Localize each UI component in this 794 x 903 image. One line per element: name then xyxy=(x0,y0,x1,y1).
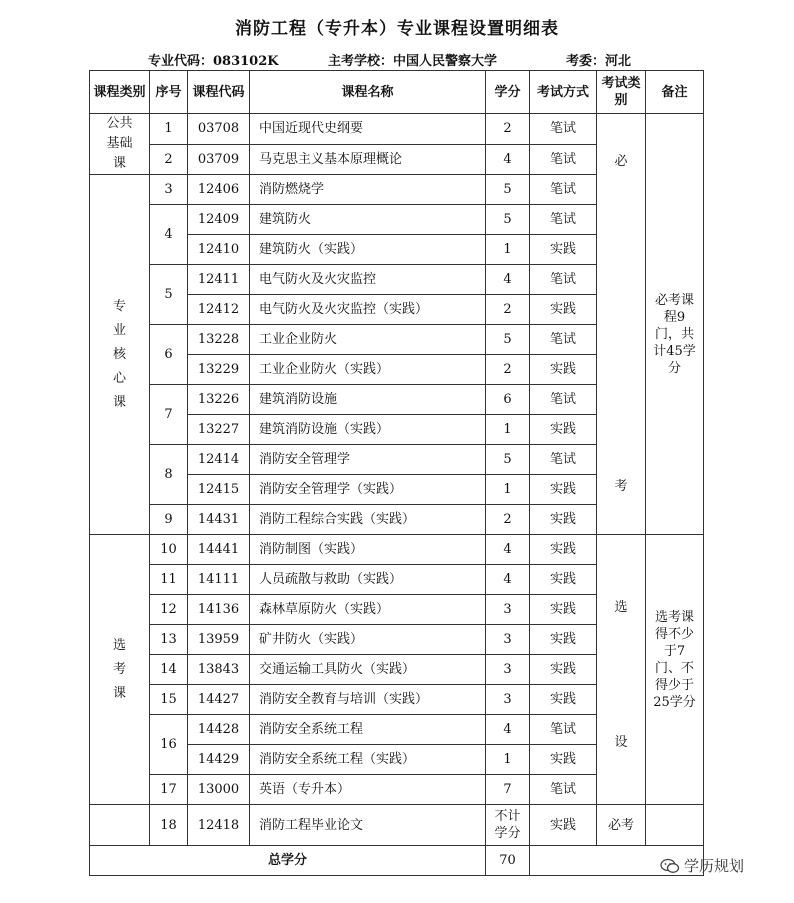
cell-credit: 5 xyxy=(486,205,530,235)
cell-seq: 12 xyxy=(150,595,188,625)
cell-code: 12415 xyxy=(188,475,250,505)
header-category: 课程类别 xyxy=(90,71,150,114)
cell-mode: 实践 xyxy=(530,745,597,775)
cell-credit: 6 xyxy=(486,385,530,415)
cell-code: 14429 xyxy=(188,745,250,775)
cell-mode: 笔试 xyxy=(530,144,597,175)
cell-name: 消防安全管理学 xyxy=(250,445,486,475)
cell-name: 电气防火及火灾监控 xyxy=(250,265,486,295)
group-empty xyxy=(90,805,150,846)
total-value: 70 xyxy=(486,846,530,876)
cell-name: 森林草原防火（实践） xyxy=(250,595,486,625)
cell-mode: 实践 xyxy=(530,415,597,445)
cell-mode: 笔试 xyxy=(530,175,597,205)
cell-credit: 1 xyxy=(486,475,530,505)
cell-name: 电气防火及火灾监控（实践） xyxy=(250,295,486,325)
cell-credit: 2 xyxy=(486,114,530,145)
header-mode: 考试方式 xyxy=(530,71,597,114)
cell-mode: 实践 xyxy=(530,235,597,265)
cell-mode: 实践 xyxy=(530,685,597,715)
header-row xyxy=(90,71,704,114)
cell-code: 14431 xyxy=(188,505,250,535)
cell-mode: 实践 xyxy=(530,505,597,535)
table-row xyxy=(90,805,704,846)
cell-seq: 11 xyxy=(150,565,188,595)
cell-credit xyxy=(486,805,530,846)
cell-credit: 1 xyxy=(486,235,530,265)
cell-mode: 实践 xyxy=(530,625,597,655)
group-core-label: 专业核心课 xyxy=(112,298,126,410)
header-remark: 备注 xyxy=(646,71,704,114)
page-title: 消防工程（专升本）专业课程设置明细表 xyxy=(235,19,559,39)
cell-mode: 笔试 xyxy=(530,715,597,745)
cell-code: 14441 xyxy=(188,535,250,565)
cell-code: 12411 xyxy=(188,265,250,295)
cell-seq: 15 xyxy=(150,685,188,715)
cell-seq: 1 xyxy=(150,114,188,145)
header-exam-type: 考试类别 xyxy=(597,71,646,114)
cell-name: 矿井防火（实践） xyxy=(250,625,486,655)
cell-seq: 14 xyxy=(150,655,188,685)
cell-code: 13229 xyxy=(188,355,250,385)
cell-mode: 实践 xyxy=(530,295,597,325)
cell-seq: 5 xyxy=(150,265,188,325)
remark-required xyxy=(646,114,704,535)
cell-code: 13959 xyxy=(188,625,250,655)
cell-credit: 4 xyxy=(486,535,530,565)
group-public-label: 公共基础课 xyxy=(106,116,133,171)
course-table xyxy=(89,70,704,876)
cell-code: 12406 xyxy=(188,175,250,205)
cell-name: 建筑消防设施 xyxy=(250,385,486,415)
exam-type-elective-top: 选 xyxy=(614,599,628,615)
group-elective-label: 选考课 xyxy=(112,637,126,701)
cell-name: 马克思主义基本原理概论 xyxy=(250,144,486,175)
cell-name: 消防安全教育与培训（实践） xyxy=(250,685,486,715)
cell-credit: 4 xyxy=(486,144,530,175)
cell-credit: 5 xyxy=(486,325,530,355)
cell-seq: 9 xyxy=(150,505,188,535)
cell-seq: 3 xyxy=(150,175,188,205)
header-name: 课程名称 xyxy=(250,71,486,114)
remark-elective-text: 选考课得不少于7门、不得少于25学分 xyxy=(653,609,696,710)
cell-code: 14427 xyxy=(188,685,250,715)
cell-name: 消防制图（实践） xyxy=(250,535,486,565)
cell-name: 消防燃烧学 xyxy=(250,175,486,205)
header-code: 课程代码 xyxy=(188,71,250,114)
cell-credit: 5 xyxy=(486,175,530,205)
exam-type-required xyxy=(597,114,646,535)
cell-mode: 笔试 xyxy=(530,265,597,295)
cell-credit: 3 xyxy=(486,625,530,655)
cell-credit: 1 xyxy=(486,415,530,445)
remark-elective xyxy=(646,535,704,805)
cell-credit: 2 xyxy=(486,295,530,325)
cell-name: 消防安全系统工程 xyxy=(250,715,486,745)
cell-name: 消防安全系统工程（实践） xyxy=(250,745,486,775)
cell-code: 12410 xyxy=(188,235,250,265)
cell-code: 12414 xyxy=(188,445,250,475)
cell-mode: 实践 xyxy=(530,475,597,505)
group-elective xyxy=(90,535,150,805)
exam-type-required-top: 必 xyxy=(614,154,628,169)
watermark xyxy=(660,855,744,876)
cell-name: 建筑防火（实践） xyxy=(250,235,486,265)
table-row xyxy=(90,535,704,565)
cell-seq: 10 xyxy=(150,535,188,565)
exam-type-elective-bottom: 设 xyxy=(614,734,628,750)
cell-mode: 笔试 xyxy=(530,325,597,355)
cell-seq: 16 xyxy=(150,715,188,775)
cell-name: 消防安全管理学（实践） xyxy=(250,475,486,505)
cell-code: 13226 xyxy=(188,385,250,415)
cell-seq: 13 xyxy=(150,625,188,655)
exam-type-elective xyxy=(597,535,646,805)
cell-seq: 6 xyxy=(150,325,188,385)
cell-name: 工业企业防火（实践） xyxy=(250,355,486,385)
header-seq: 序号 xyxy=(150,71,188,114)
cell-seq: 4 xyxy=(150,205,188,265)
cell-code: 13227 xyxy=(188,415,250,445)
cell-code: 14111 xyxy=(188,565,250,595)
cell-seq: 17 xyxy=(150,775,188,805)
cell-mode: 实践 xyxy=(530,655,597,685)
cell-mode: 实践 xyxy=(530,535,597,565)
remark-required-text: 必考课程9门，共计45学分 xyxy=(653,292,696,376)
header-credit: 学分 xyxy=(486,71,530,114)
group-core xyxy=(90,175,150,535)
cell-code: 03709 xyxy=(188,144,250,175)
cell-credit: 3 xyxy=(486,685,530,715)
cell-credit: 7 xyxy=(486,775,530,805)
cell-mode: 笔试 xyxy=(530,775,597,805)
total-label: 总学分 xyxy=(90,846,486,876)
cell-credit: 5 xyxy=(486,445,530,475)
cell-code: 13228 xyxy=(188,325,250,355)
cell-credit: 4 xyxy=(486,715,530,745)
remark-thesis xyxy=(646,805,704,846)
cell-credit: 3 xyxy=(486,655,530,685)
cell-code: 14136 xyxy=(188,595,250,625)
watermark-text: 学历规划 xyxy=(684,857,745,875)
cell-credit: 3 xyxy=(486,595,530,625)
cell-name: 消防工程毕业论文 xyxy=(250,805,486,846)
cell-code: 13843 xyxy=(188,655,250,685)
cell-credit: 1 xyxy=(486,745,530,775)
cell-mode: 实践 xyxy=(530,355,597,385)
cell-name: 人员疏散与救助（实践） xyxy=(250,565,486,595)
cell-code: 13000 xyxy=(188,775,250,805)
cell-seq: 18 xyxy=(150,805,188,846)
cell-credit: 4 xyxy=(486,565,530,595)
cell-name: 英语（专升本） xyxy=(250,775,486,805)
major-code: 专业代码：083102K xyxy=(148,54,279,69)
cell-code: 14428 xyxy=(188,715,250,745)
cell-credit: 2 xyxy=(486,355,530,385)
cell-name: 交通运输工具防火（实践） xyxy=(250,655,486,685)
total-row xyxy=(90,846,704,876)
cell-mode: 笔试 xyxy=(530,205,597,235)
group-public xyxy=(90,114,150,175)
exam-type-thesis: 必考 xyxy=(597,805,646,846)
cell-credit: 2 xyxy=(486,505,530,535)
host-school: 主考学校：中国人民警察大学 xyxy=(328,54,498,69)
cell-mode: 实践 xyxy=(530,565,597,595)
cell-credit: 4 xyxy=(486,265,530,295)
exam-type-required-bottom: 考 xyxy=(614,479,628,494)
cell-code: 12409 xyxy=(188,205,250,235)
cell-mode: 实践 xyxy=(530,595,597,625)
cell-name: 建筑防火 xyxy=(250,205,486,235)
cell-name: 建筑消防设施（实践） xyxy=(250,415,486,445)
cell-mode: 笔试 xyxy=(530,445,597,475)
cell-seq: 8 xyxy=(150,445,188,505)
cell-seq: 2 xyxy=(150,144,188,175)
cell-name: 工业企业防火 xyxy=(250,325,486,355)
cell-seq: 7 xyxy=(150,385,188,445)
cell-code: 03708 xyxy=(188,114,250,145)
exam-committee: 考委：河北 xyxy=(566,54,632,69)
cell-credit-text: 不计学分 xyxy=(494,809,521,841)
cell-mode: 笔试 xyxy=(530,385,597,415)
cell-code: 12418 xyxy=(188,805,250,846)
cell-mode: 笔试 xyxy=(530,114,597,145)
cell-name: 消防工程综合实践（实践） xyxy=(250,505,486,535)
wechat-icon xyxy=(660,858,680,874)
cell-name: 中国近现代史纲要 xyxy=(250,114,486,145)
cell-code: 12412 xyxy=(188,295,250,325)
table-row xyxy=(90,114,704,145)
cell-mode: 实践 xyxy=(530,805,597,846)
